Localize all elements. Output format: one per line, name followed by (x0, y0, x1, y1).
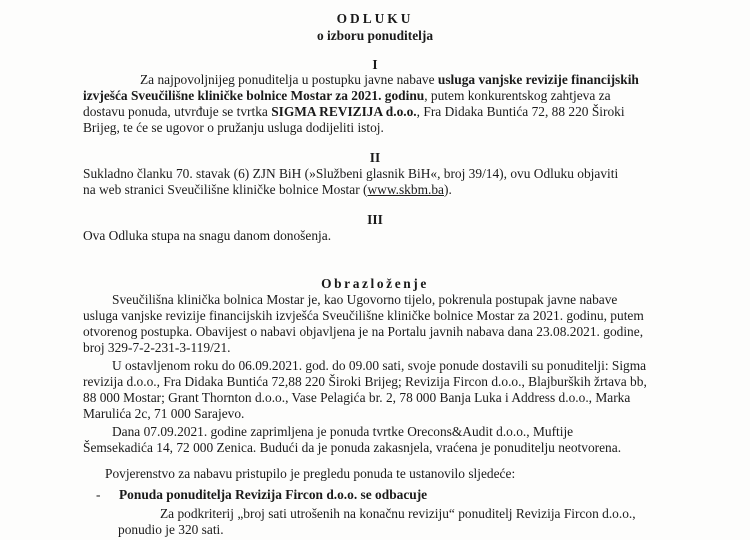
section-2-numeral: II (369, 150, 381, 165)
reasoning-p2-line: revizija d.o.o., Fra Didaka Buntića 72,88 220 Široki Brijeg; Revizija Fircon d.o.o., Blajburških žrtava bb, (83, 374, 647, 389)
reasoning-p2-line: U ostavljenom roku do 06.09.2021. god. do 09.00 sati, svoje ponude dostavili su ponuditelji: Sigma (112, 358, 647, 373)
reasoning-p1-line: broj 329-7-2-231-3-119/21. (83, 340, 231, 355)
section-1-line-2: izvješća Sveučilišne kliničke bolnice Mostar za 2021. godinu, putem konkurentskog zahtjeva za (83, 88, 611, 103)
section-1-line-1: Za najpovoljnijeg ponuditelja u postupku javne nabave usluga vanjske revizije financijskih (140, 72, 639, 87)
section-1-line-4: Brijeg, te će se ugovor o pružanju usluga dodijeliti istoj. (83, 120, 384, 135)
section-1-line-3: dostavu ponuda, utvrđuje se tvrtka SIGMA REVIZIJA d.o.o., Fra Didaka Buntića 72, 88 220 Široki (83, 104, 625, 119)
reasoning-p5-line: Za podkriterij „broj sati utrošenih na konačnu reviziju“ ponuditelj Revizija Fircon d.o.o., (160, 506, 636, 521)
section-2-line-2: na web stranici Sveučilišne kliničke bolnice Mostar (www.skbm.ba). (83, 182, 452, 197)
document-title: ODLUKU (336, 11, 414, 26)
reasoning-p1-line: Sveučilišna klinička bolnica Mostar je, kao Ugovorno tijelo, pokrenula postupak javne nabave (112, 292, 618, 307)
reasoning-p5-line: ponudio je 320 sati. (118, 522, 224, 537)
section-3-line-1: Ova Odluka stupa na snagu danom donošenja. (83, 228, 332, 243)
reasoning-p3-line: Šemsekadića 14, 72 000 Zenica. Budući da je ponuda zakasnjela, vraćena je ponuditelju neotvorena. (83, 440, 622, 455)
reasoning-p1-line: otvorenog postupka. Obavijest o nabavi objavljena je na Portalu javnih nabava dana 23.08.2021. godine, (83, 324, 644, 339)
reasoning-heading: Obrazloženje (321, 276, 429, 291)
document-subtitle: o izboru ponuditelja (316, 28, 434, 43)
bullet-title: Ponuda ponuditelja Revizija Fircon d.o.o. se odbacuje (119, 487, 428, 502)
bullet-dash: - (96, 487, 101, 502)
section-3-numeral: III (367, 212, 383, 227)
reasoning-p4: Povjerenstvo za nabavu pristupilo je pregledu ponuda te ustanovilo sljedeće: (105, 466, 516, 481)
reasoning-p2-line: 88 000 Mostar; Grant Thornton d.o.o., Vase Pelagića br. 2, 78 000 Banja Luka i Address d.o.o., Marka (83, 390, 631, 405)
section-1-numeral: I (372, 57, 378, 72)
reasoning-p1-line: usluga vanjske revizije financijskih izvješća Sveučilišne kliničke bolnice Mostar za 2021. godinu, putem (83, 308, 644, 323)
website-link[interactable]: www.skbm.ba (367, 182, 444, 197)
reasoning-p3-line: Dana 07.09.2021. godine zaprimljena je ponuda tvrtke Orecons&Audit d.o.o., Muftije (112, 424, 574, 439)
reasoning-p2-line: Marulića 2c, 71 000 Sarajevo. (83, 406, 245, 421)
section-2-line-1: Sukladno članku 70. stavak (6) ZJN BiH (»Službeni glasnik BiH«, broj 39/14), ovu Odluku objaviti (83, 166, 619, 181)
